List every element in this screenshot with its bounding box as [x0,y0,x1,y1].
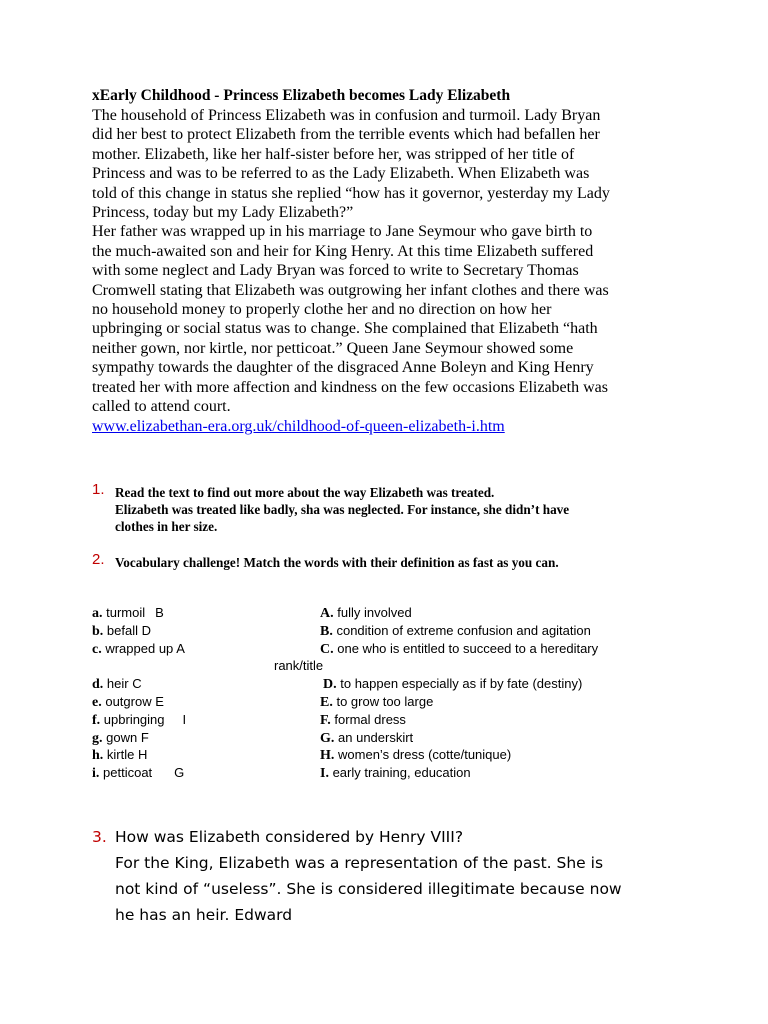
vocab-answer: D [141,622,152,638]
passage-line: neither gown, nor kirtle, nor petticoat.” Queen Jane Seymour showed some [92,339,574,357]
word-letter: d. [92,677,104,693]
passage-line: Princess and was to be referred to as the Lady Elizabeth. When Elizabeth was [92,165,590,183]
vocab-word: upbringing [103,711,165,727]
passage-line: did her best to protect Elizabeth from the terrible events which had befallen her [92,126,600,144]
vocab-word: turmoil [106,605,146,620]
definition-letter: H. [320,748,335,764]
vocab-definition: early training, education [332,765,471,781]
question-answer-line: not kind of “useless”. She is considered illegitimate because now [115,880,622,898]
vocab-row [92,747,692,765]
vocab-answer: C [132,676,142,692]
vocab-definition: to grow too large [336,693,434,709]
vocab-row [92,765,692,783]
passage-line: Princess, today but my Lady Elizabeth?” [92,204,354,222]
word-letter: i. [92,766,100,782]
question-answer-line: clothes in her size. [115,519,218,534]
passage-line: the much-awaited son and heir for King Henry. At this time Elizabeth suffered [92,242,594,260]
question-answer-line: Elizabeth was treated like badly, sha was neglected. For instance, she didn’t have [115,502,570,517]
word-letter: h. [92,748,104,764]
question-prompt: Vocabulary challenge! Match the words with their definition as fast as you can. [115,555,559,570]
vocab-answer: A [176,640,185,656]
vocab-row [92,694,692,712]
word-letter: c. [92,641,102,657]
source-link-line [92,417,692,436]
definition-letter: I. [320,766,329,782]
vocab-definition: condition of extreme confusion and agitation [336,622,591,638]
vocab-answer: G [174,765,185,781]
vocab-answer: F [140,729,149,745]
vocab-word: gown [106,729,138,745]
definition-letter: D. [323,677,337,693]
vocab-definition: women’s dress (cotte/tunique) [338,747,512,763]
vocab-definition: to happen especially as if by fate (destiny) [340,676,583,692]
definition-letter: C. [320,641,334,657]
vocab-row [92,623,692,641]
vocab-row [92,712,692,730]
vocab-definition: formal dress [334,711,406,727]
vocab-definition: fully involved [337,605,412,620]
definition-letter: E. [320,694,333,710]
question-number: 1. [92,481,105,498]
vocab-word: befall [106,622,138,638]
passage-line: treated her with more affection and kindness on the few occasions Elizabeth was [92,378,608,396]
vocab-definition-continued: rank/title [274,658,324,674]
passage-line: with some neglect and Lady Bryan was forced to write to Secretary Thomas [92,262,579,280]
source-link[interactable]: www.elizabethan-era.org.uk/childhood-of-queen-elizabeth-i.htm [92,417,505,435]
word-letter: a. [92,606,103,621]
definition-letter: F. [320,712,331,728]
passage-line: The household of Princess Elizabeth was in confusion and turmoil. Lady Bryan [92,107,601,124]
vocab-row [92,605,692,623]
vocab-answer: H [138,747,148,763]
vocab-row [92,730,692,748]
question-prompt: How was Elizabeth considered by Henry VIII? [115,828,464,846]
vocab-word: outgrow [105,693,152,709]
question-prompt: Read the text to find out more about the way Elizabeth was treated. [115,485,495,500]
vocab-answer: I [182,711,187,727]
definition-letter: B. [320,623,333,639]
vocab-definition: one who is entitled to succeed to a hereditary [337,640,599,656]
passage-line: Cromwell stating that Elizabeth was outgrowing her infant clothes and there was [92,281,609,299]
definition-letter: A. [320,606,334,621]
word-letter: b. [92,623,104,639]
vocab-answer: B [155,605,164,620]
vocab-word: heir [106,676,129,692]
question-answer-line: For the King, Elizabeth was a representation of the past. She is [115,854,604,872]
vocab-row [92,676,692,694]
passage-line: called to attend court. [92,398,231,416]
vocab-word: wrapped up [105,640,174,656]
vocab-answer: E [155,693,164,709]
word-letter: f. [92,712,101,728]
passage-line: sympathy towards the daughter of the disgraced Anne Boleyn and King Henry [92,359,594,377]
vocab-word: petticoat [103,765,153,781]
question-answer-line: he has an heir. Edward [115,906,293,924]
passage-line: upbringing or social status was to change. She complained that Elizabeth “hath [92,320,598,338]
word-letter: g. [92,730,103,746]
vocab-word: kirtle [106,747,135,763]
word-letter: e. [92,694,102,710]
passage-line: Her father was wrapped up in his marriage to Jane Seymour who gave birth to [92,223,593,241]
vocabulary-matching [92,605,692,783]
question-number: 2. [92,551,105,568]
passage-line: no household money to properly clothe her and no direction on how her [92,301,552,319]
reading-passage [92,106,692,436]
vocab-definition: an underskirt [338,729,414,745]
passage-line: told of this change in status she replied “how has it governor, yesterday my Lady [92,184,610,202]
passage-line: mother. Elizabeth, like her half-sister before her, was stripped of her title of [92,145,575,163]
vocab-row [92,641,692,677]
definition-letter: G. [320,730,335,746]
question-number: 3. [92,828,107,846]
document-title: xEarly Childhood - Princess Elizabeth becomes Lady Elizabeth [92,87,511,104]
